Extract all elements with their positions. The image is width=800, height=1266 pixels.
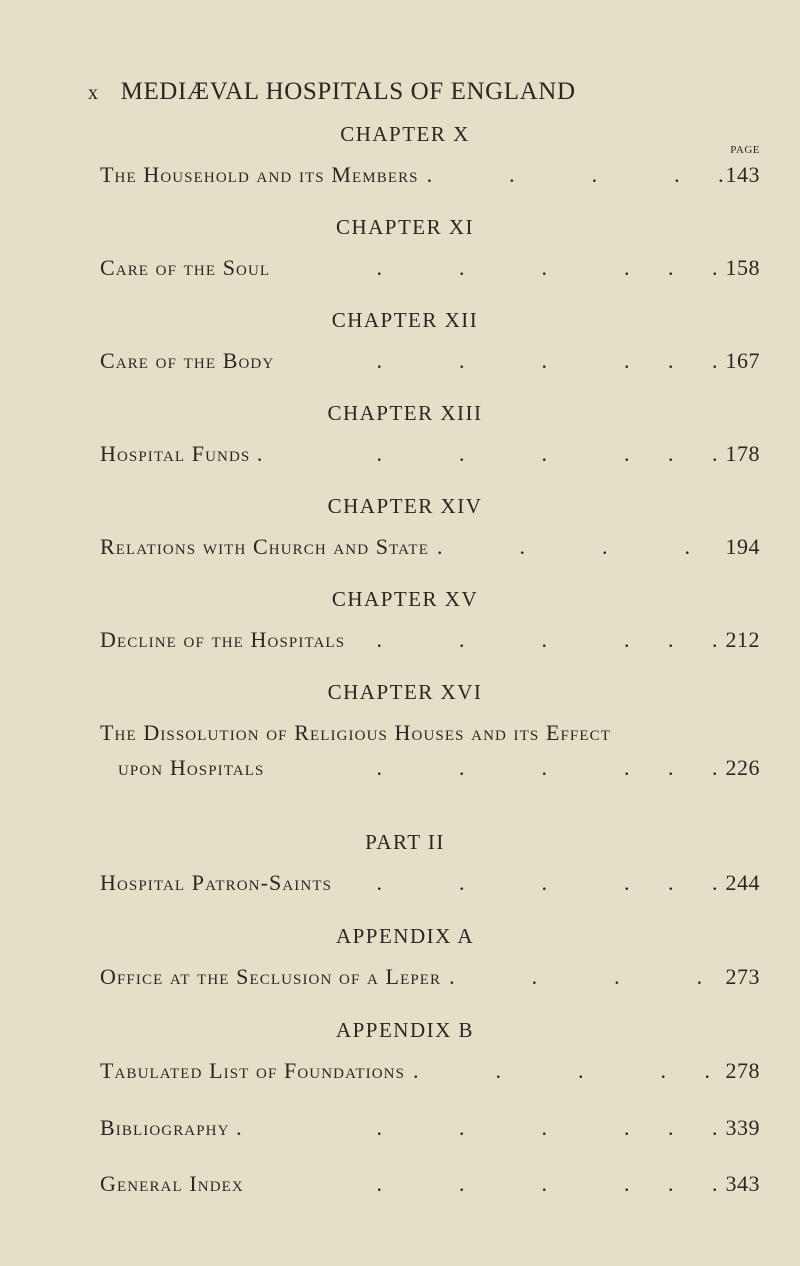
appendix-heading: APPENDIX A [335, 924, 475, 948]
dot-leader [244, 1171, 726, 1197]
dot-leader [270, 255, 725, 281]
toc-entry[interactable] [100, 534, 760, 560]
chapter-heading: CHAPTER XVI [327, 680, 483, 704]
dot-leader [332, 870, 725, 896]
dot-leader [345, 627, 725, 653]
entry-title: Bibliography . [100, 1115, 243, 1140]
toc-entry[interactable] [100, 627, 760, 653]
entry-title: Tabulated List of Foundations [100, 1058, 406, 1083]
book-title: MEDIÆVAL HOSPITALS OF ENGLAND [120, 78, 576, 105]
page-number: 339 [725, 1115, 760, 1140]
page-number: 244 [725, 870, 760, 895]
entry-title: General Index [100, 1171, 244, 1196]
entry-title: Care of the Soul [100, 255, 271, 280]
dot-leader [405, 1058, 725, 1084]
page-number: 158 [725, 255, 760, 280]
dot-leader [243, 1115, 726, 1141]
page-folio: x [88, 82, 99, 104]
toc-entry[interactable] [100, 964, 760, 990]
dot-leader [429, 534, 726, 560]
toc-entry[interactable] [100, 255, 760, 281]
page-number: 178 [725, 441, 760, 466]
chapter-heading: CHAPTER XIV [327, 494, 483, 518]
entry-title: Hospital Funds . [100, 441, 264, 466]
toc-entry[interactable] [100, 870, 760, 896]
page-number: 226 [725, 755, 760, 780]
dot-leader [264, 755, 725, 781]
entry-title: Care of the Body [100, 348, 275, 373]
part-heading: PART II [365, 830, 445, 854]
running-head [88, 78, 708, 106]
page-number: 273 [725, 964, 760, 989]
dot-leader [264, 441, 726, 467]
page-number: 167 [725, 348, 760, 373]
toc-entry-index[interactable] [100, 1171, 760, 1197]
page-column-label: PAGE [730, 144, 760, 156]
toc-entry[interactable] [100, 441, 760, 467]
toc-entry[interactable] [100, 348, 760, 374]
entry-title-continued: upon Hospitals [118, 755, 265, 780]
entry-title: Hospital Patron-Saints [100, 870, 333, 895]
chapter-heading: CHAPTER XII [331, 308, 479, 332]
entry-title: Office at the Seclusion of a Leper [100, 964, 442, 989]
toc-entry-line2[interactable] [118, 755, 760, 781]
chapter-heading: CHAPTER X [340, 122, 470, 146]
appendix-heading: APPENDIX B [335, 1018, 475, 1042]
toc-entry-bibliography[interactable] [100, 1115, 760, 1141]
toc-entry-line1[interactable] [100, 720, 760, 746]
chapter-heading: CHAPTER XIII [327, 401, 483, 425]
page-number: 143 [725, 162, 760, 187]
chapter-heading: CHAPTER XV [331, 587, 479, 611]
page-number: 343 [725, 1171, 760, 1196]
chapter-heading: CHAPTER XI [335, 215, 475, 239]
toc-entry[interactable] [100, 162, 760, 188]
entry-title: Relations with Church and State [100, 534, 429, 559]
page-number: 194 [725, 534, 760, 559]
entry-title: Decline of the Hospitals [100, 627, 346, 652]
entry-title: The Dissolution of Religious Houses and its Effect [100, 720, 612, 745]
toc-entry[interactable] [100, 1058, 760, 1084]
dot-leader [419, 162, 726, 188]
entry-title: The Household and its Members [100, 162, 419, 187]
page-number: 278 [725, 1058, 760, 1083]
page-number: 212 [725, 627, 760, 652]
dot-leader [441, 964, 725, 990]
dot-leader [274, 348, 725, 374]
